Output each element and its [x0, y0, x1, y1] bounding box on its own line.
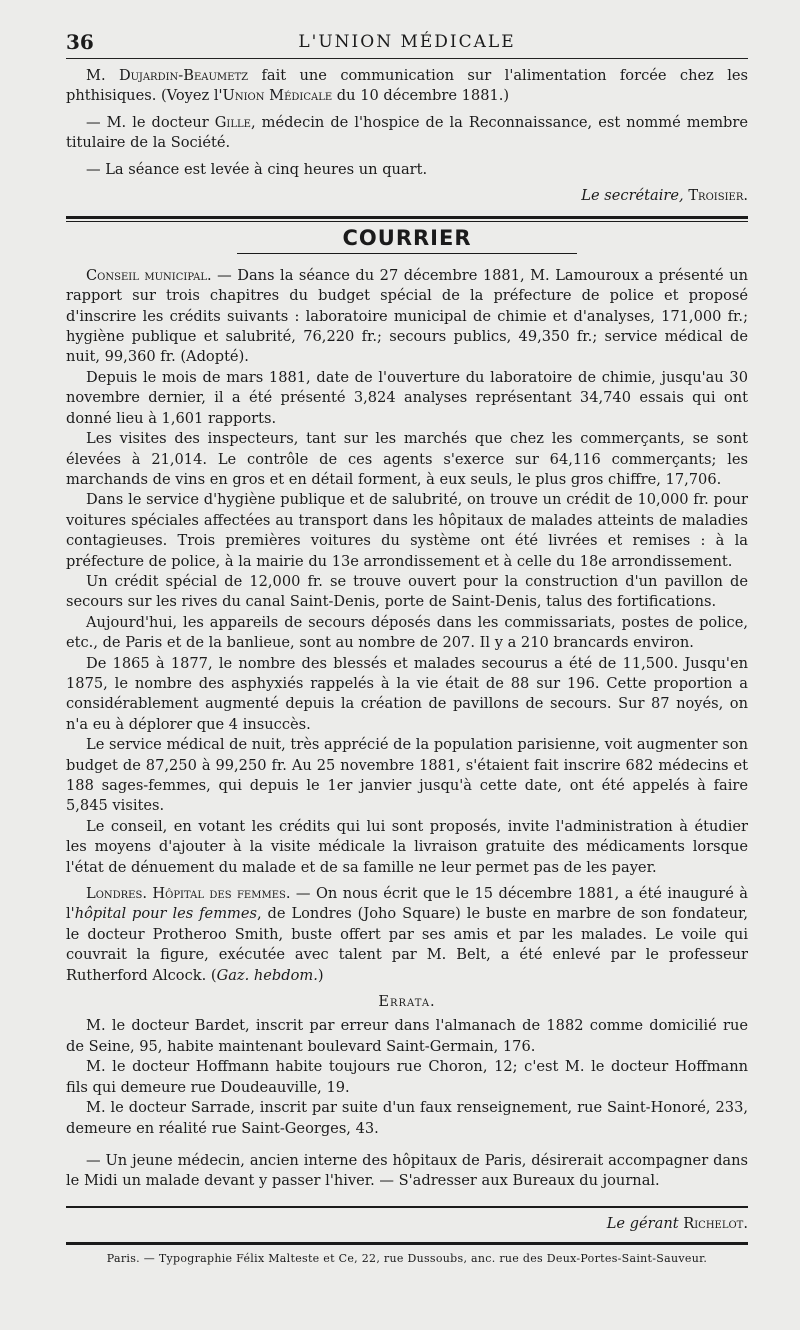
gerant-signature: Le gérant Richelot.: [606, 1214, 748, 1232]
conseil-paragraph-5: Un crédit spécial de 12,000 fr. se trouve ouvert pour la construction d'un pavillon de secours sur les rives du canal Saint-Denis, porte de Saint-Denis, talus des fortifications.: [66, 572, 748, 611]
intro-paragraph-1: M. Dujardin-Beaumetz fait une communication sur l'alimentation forcée chez les phthisiques. (Voyez l'Union Médicale du 10 décembre 1881.): [66, 67, 748, 105]
intro-paragraph-3: — La séance est levée à cinq heures un quart.: [86, 160, 428, 178]
secretary-signature: Le secrétaire, Troisier.: [581, 187, 748, 205]
errata-item-1: M. le docteur Bardet, inscrit par erreur dans l'almanach de 1882 comme domicilié rue de Seine, 95, habite maintenant boulevard Saint-Germain, 176.: [66, 1017, 748, 1055]
errata-item-3: M. le docteur Sarrade, inscrit par suite d'un faux renseignement, rue Saint-Honoré, 233, demeure en réalité rue Saint-Georges, 43.: [66, 1099, 748, 1137]
running-head: L'UNION MÉDICALE: [298, 32, 516, 52]
announcement: — Un jeune médecin, ancien interne des hôpitaux de Paris, désirerait accompagner dans le Midi un malade devant y passer l'hiver. — S'adresser aux Bureaux du journal.: [66, 1151, 748, 1190]
title-underline: [237, 253, 577, 254]
header-rule: [66, 58, 748, 59]
page-number: 36: [66, 30, 94, 54]
page-header: [66, 30, 748, 56]
section-title: COURRIER: [342, 226, 472, 251]
conseil-paragraph-4: Dans le service d'hygiène publique et de salubrité, on trouve un crédit de 10,000 fr. pour voitures spéciales affectées au transport dans les hôpitaux de malades atteints de maladies contagieuses. Trois premières voitures du système ont été livrées et remises : à la préfecture de police, à la mairie du 13e arrondissement et à celle du 18e arrondissement.: [66, 491, 748, 570]
conseil-paragraph-6: Aujourd'hui, les appareils de secours déposés dans les commissariats, postes de police, etc., de Paris et de la banlieue, sont au nombre de 207. Il y a 210 brancards environ.: [66, 613, 748, 652]
intro-paragraph-2: — M. le docteur Gille, médecin de l'hospice de la Reconnaissance, est nommé membre titulaire de la Société.: [66, 113, 748, 152]
conseil-label: Conseil municipal.: [86, 266, 212, 284]
errata-item-2: M. le docteur Hoffmann habite toujours rue Choron, 12; c'est M. le docteur Hoffmann fils qui demeure rue Doudeauville, 19.: [66, 1058, 748, 1096]
conseil-paragraph-8: Le service médical de nuit, très apprécié de la population parisienne, voit augmenter son budget de 87,250 à 99,250 fr. Au 25 novembre 1881, s'étaient fait inscrire 682 médecins et 188 sages-femmes, qui depuis le 1er janvier jusqu'à cette date, ont été appelés à faire 5,845 visites.: [66, 736, 748, 815]
member-name: Gille: [214, 113, 251, 131]
conseil-paragraph-3: Les visites des inspecteurs, tant sur les marchés que chez les commerçants, se sont élevées à 21,014. Le contrôle de ces agents s'exerce sur 64,116 commerçants; les marchands de vins en gros et en détail forment, à eux seuls, le plus gros chiffre, 17,706.: [66, 430, 748, 488]
conseil-paragraph-1: Conseil municipal. — Dans la séance du 27 décembre 1881, M. Lamouroux a présenté un rapport sur trois chapitres du budget spécial de la préfecture de police et proposé d'inscrire les crédits suivants : laboratoire municipal de chimie et d'analyses, 171,000 fr.; hygiène publique et salubrité, 76,220 fr.; secours publics, 49,350 fr.; service médical de nuit, 99,360 fr. (Adopté).: [66, 266, 748, 366]
page-body: [66, 66, 748, 1270]
section-divider: [66, 216, 748, 222]
londres-label: Londres. Hôpital des femmes.: [86, 885, 291, 903]
errata-heading: Errata.: [378, 993, 436, 1011]
speaker-name: M. Dujardin-Beaumetz: [86, 67, 249, 84]
conseil-paragraph-9: Le conseil, en votant les crédits qui lui sont proposés, invite l'administration à étudier les moyens d'ajouter à la visite médicale la livraison gratuite des médicaments lorsque l'état de dénuement du malade et de sa famille ne leur permet pas de les payer.: [66, 817, 748, 876]
londres-paragraph: Londres. Hôpital des femmes. — On nous écrit que le 15 décembre 1881, a été inauguré à l'hôpital pour les femmes, de Londres (Joho Square) le buste en marbre de son fondateur, le docteur Protheroo Smith, buste offert par ses amis et par les malades. Le voile qui couvrait la figure, exécutée avec talent par M. Belt, a été enlevé par le professeur Rutherford Alcock. (Gaz. hebdom.): [66, 885, 749, 984]
journal-name: Union Médicale: [222, 87, 333, 105]
bottom-rule: [66, 1206, 748, 1208]
printer-imprint: Paris. — Typographie Félix Malteste et Ce, 22, rue Dussoubs, anc. rue des Deux-Portes-Saint-Sauveur.: [106, 1252, 708, 1266]
footer-rule: [66, 1242, 748, 1245]
conseil-paragraph-2: Depuis le mois de mars 1881, date de l'ouverture du laboratoire de chimie, jusqu'au 30 novembre dernier, il a été présenté 3,824 analyses représentant 34,740 essais qui ont donné lieu à 1,601 rapports.: [66, 368, 748, 427]
conseil-paragraph-7: De 1865 à 1877, le nombre des blessés et malades secourus a été de 11,500. Jusqu'en 1875, le nombre des asphyxiés rappelés à la vie était de 88 sur 196. Cette proportion a considérablement augmenté depuis la création de pavillons de secours. Sur 87 noyés, on n'a eu à déplorer que 4 insuccès.: [66, 654, 748, 733]
